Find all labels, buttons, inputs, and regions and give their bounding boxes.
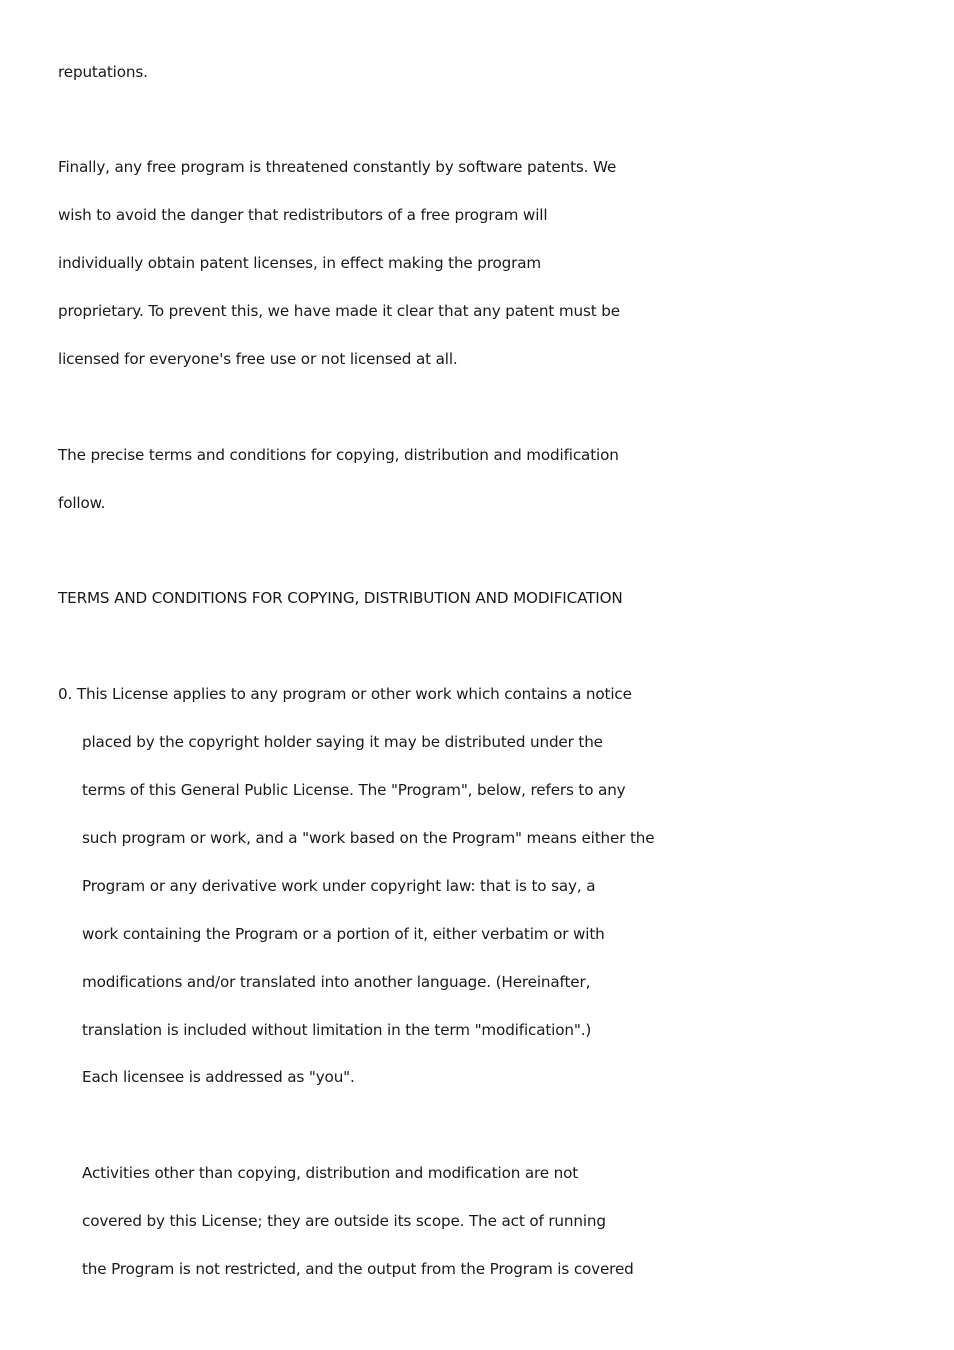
text-line: licensed for everyone's free use or not licensed at all. <box>58 350 458 368</box>
text-line: The precise terms and conditions for copying, distribution and modification <box>58 446 619 464</box>
text-line: modifications and/or translated into another language. (Hereinafter, <box>82 973 591 991</box>
text-line: Program or any derivative work under copyright law: that is to say, a <box>82 877 596 895</box>
text-line: work containing the Program or a portion of it, either verbatim or with <box>82 925 605 943</box>
text-line: individually obtain patent licenses, in effect making the program <box>58 254 542 272</box>
text-line: follow. <box>58 494 106 512</box>
text-line: Finally, any free program is threatened constantly by software patents. We <box>58 158 617 176</box>
text-line: 0. This License applies to any program or other work which contains a notice <box>58 685 632 703</box>
text-line: translation is included without limitation in the term "modification".) <box>82 1021 592 1039</box>
section-heading: TERMS AND CONDITIONS FOR COPYING, DISTRIBUTION AND MODIFICATION <box>58 589 623 607</box>
text-line: proprietary. To prevent this, we have made it clear that any patent must be <box>58 302 620 320</box>
text-line: Each licensee is addressed as "you". <box>82 1068 355 1086</box>
text-line: placed by the copyright holder saying it may be distributed under the <box>82 733 603 751</box>
text-line: wish to avoid the danger that redistributors of a free program will <box>58 206 548 224</box>
text-line: the Program is not restricted, and the output from the Program is covered <box>82 1260 634 1278</box>
text-line: covered by this License; they are outside its scope. The act of running <box>82 1212 606 1230</box>
text-line: such program or work, and a "work based on the Program" means either the <box>82 829 655 847</box>
text-line: terms of this General Public License. The "Program", below, refers to any <box>82 781 626 799</box>
text-line: Activities other than copying, distribution and modification are not <box>82 1164 579 1182</box>
text-line: reputations. <box>58 63 148 81</box>
